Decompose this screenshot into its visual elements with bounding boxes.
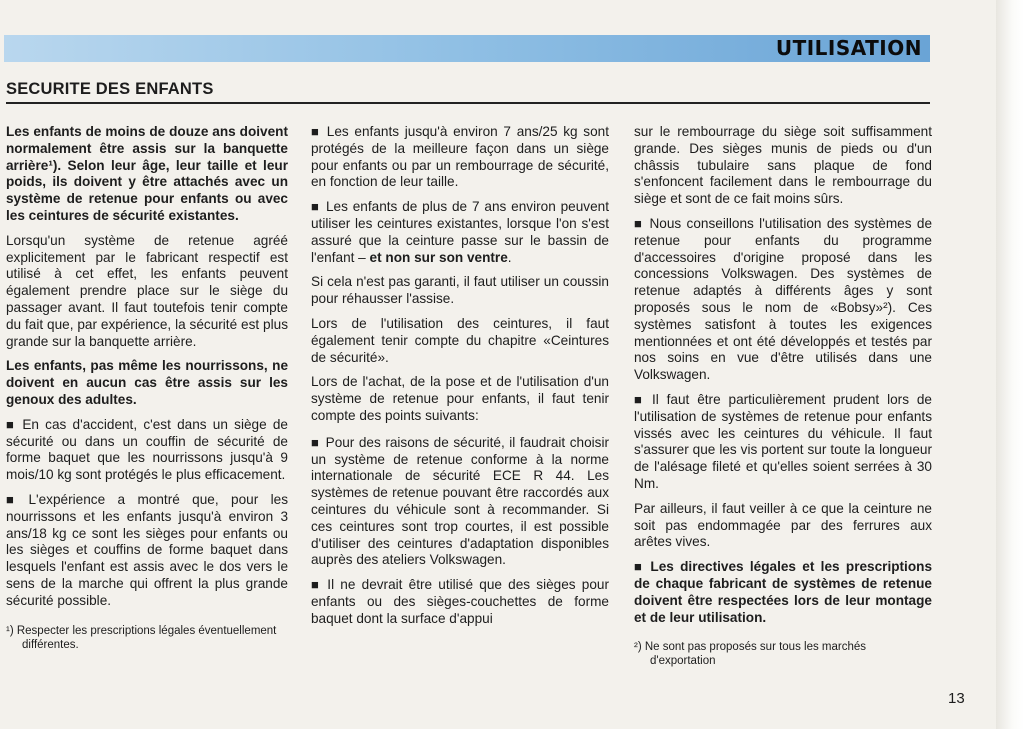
title-rule — [6, 102, 930, 104]
footnote: ²) Ne sont pas proposés sur tous les marchés d'exportation — [634, 641, 867, 668]
bullet-icon: ■ — [6, 491, 23, 507]
section-header-title: UTILISATION — [775, 36, 922, 60]
footnote: ¹) Respecter les prescriptions légales éventuellement différentes. — [6, 624, 277, 651]
page-number: 13 — [948, 690, 965, 707]
page-edge — [996, 0, 1024, 729]
section-header-band — [4, 35, 930, 62]
bullet-icon: ■ — [311, 124, 321, 139]
column-3 — [634, 124, 932, 676]
column-2 — [311, 124, 609, 636]
bullet-icon: ■ — [311, 577, 322, 593]
intro-paragraph: Les enfants de moins de douze ans doivent normalement être assis sur la banquette arrière¹). Selon leur âge, leur taille et leur poids, ils doivent y être attachés avec un système de retenue pour enfants ou avec les ceintures de sécurité existantes. — [6, 124, 288, 223]
bullet-paragraph — [311, 124, 609, 191]
bullet-paragraph — [634, 216, 932, 384]
paragraph: Lors de l'utilisation des ceintures, il faut également tenir compte du chapitre «Ceintures de sécurité». — [311, 315, 609, 365]
bullet-icon: ■ — [6, 416, 17, 432]
bullet-icon: ■ — [634, 559, 645, 575]
bullet-paragraph — [634, 559, 932, 626]
column-1 — [6, 124, 288, 660]
bullet-text: Il faut être particulièrement prudent lors de l'utilisation de systèmes de retenue pour enfants vissés avec les ceintures du véhicule. Il faut s'assurer que les vis portent sur toute la longueur de l'alésage fileté et qu'elles soient serrées à 30 Nm. — [634, 391, 932, 491]
bullet-icon: ■ — [634, 391, 646, 407]
bullet-text: Nous conseillons l'utilisation des systèmes de retenue pour enfants du programme d'accessoires d'origine proposé dans les concessions Volkswagen. Des systèmes de retenue adaptés à différents âges y sont proposés sous le nom de «Bobsy»²). Ces systèmes satisfont à toutes les exigences mentionnées et ont été développés et testés par nos soins en vue d'être utilisés dans une Volkswagen. — [634, 215, 932, 383]
paragraph: Lors de l'achat, de la pose et de l'utilisation d'un système de retenue pour enfants, il faut tenir compte des points suivants: — [311, 374, 609, 423]
bullet-text: Les directives légales et les prescriptions de chaque fabricant de systèmes de retenue doivent être respectées lors de leur montage et de leur utilisation. — [634, 559, 933, 625]
bullet-text: En cas d'accident, c'est dans un siège de sécurité ou dans un couffin de sécurité de forme baquet que les nourrissons jusqu'à 9 mois/10 kg sont protégés le plus efficacement. — [6, 416, 288, 483]
paragraph: Par ailleurs, il faut veiller à ce que la ceinture ne soit pas endommagée par des ferrures aux arêtes vives. — [634, 500, 932, 550]
warning-paragraph: Les enfants, pas même les nourrissons, ne doivent en aucun cas être assis sur les genoux des adultes. — [6, 358, 288, 407]
bullet-emphasis: et non sur son ventre — [369, 249, 508, 265]
bullet-text: Il ne devrait être utilisé que des sièges pour enfants ou des sièges-couchettes de forme baquet dont la surface d'appui — [311, 577, 609, 626]
bullet-paragraph — [6, 417, 288, 484]
bullet-text-end: . — [507, 249, 512, 265]
bullet-icon: ■ — [634, 215, 644, 231]
bullet-paragraph — [311, 577, 609, 627]
bullet-paragraph — [634, 392, 932, 493]
bullet-text: L'expérience a montré que, pour les nourrissons et les enfants jusqu'à environ 3 ans/18 kg ce sont les sièges pour enfants ou les sièges et couffins de forme baquet dans lesquels l'enfant est assis avec le dos vers le sens de la marche qui offrent la plus grande sécurité possible. — [6, 491, 288, 608]
page-title: SECURITE DES ENFANTS — [6, 80, 214, 98]
bullet-paragraph — [311, 199, 609, 266]
bullet-text: Pour des raisons de sécurité, il faudrait choisir un système de retenue conforme à la norme internationale de sécurité ECE R 44. Les systèmes de retenue pouvant être raccordés aux ceintures du véhicule sont à recommander. Si ces ceintures sont trop courtes, il est possible d'utiliser des ceintures d'adaptation disponibles auprès des ateliers Volkswagen. — [311, 434, 609, 568]
bullet-icon: ■ — [311, 199, 320, 215]
bullet-paragraph — [6, 492, 288, 610]
bullet-paragraph — [311, 435, 609, 569]
bullet-icon: ■ — [311, 434, 320, 450]
paragraph: Si cela n'est pas garanti, il faut utiliser un coussin pour réhausser l'assise. — [311, 274, 609, 307]
bullet-text: Les enfants de plus de 7 ans environ peuvent utiliser les ceintures existantes, lorsque l'on s'est assuré que la ceinture passe sur le bassin de l'enfant – — [311, 199, 609, 265]
bullet-text: Les enfants jusqu'à environ 7 ans/25 kg sont protégés de la meilleure façon dans un siège pour enfants ou par un rembourrage de sécurité, en fonction de leur taille. — [311, 124, 609, 190]
paragraph: Lorsqu'un système de retenue agréé explicitement par le fabricant respectif est utilisé à cet effet, les enfants peuvent également prendre place sur le siège du passager avant. Il faut toutefois tenir compte du fait que, par expérience, la sécurité est plus grande sur la banquette arrière. — [6, 232, 288, 349]
paragraph: sur le rembourrage du siège soit suffisamment grande. Des sièges munis de pieds ou d'un châssis tubulaire sans plaque de fond s'enfoncent facilement dans le rembourrage du siège et sont de ce fait moins sûrs. — [634, 124, 932, 207]
